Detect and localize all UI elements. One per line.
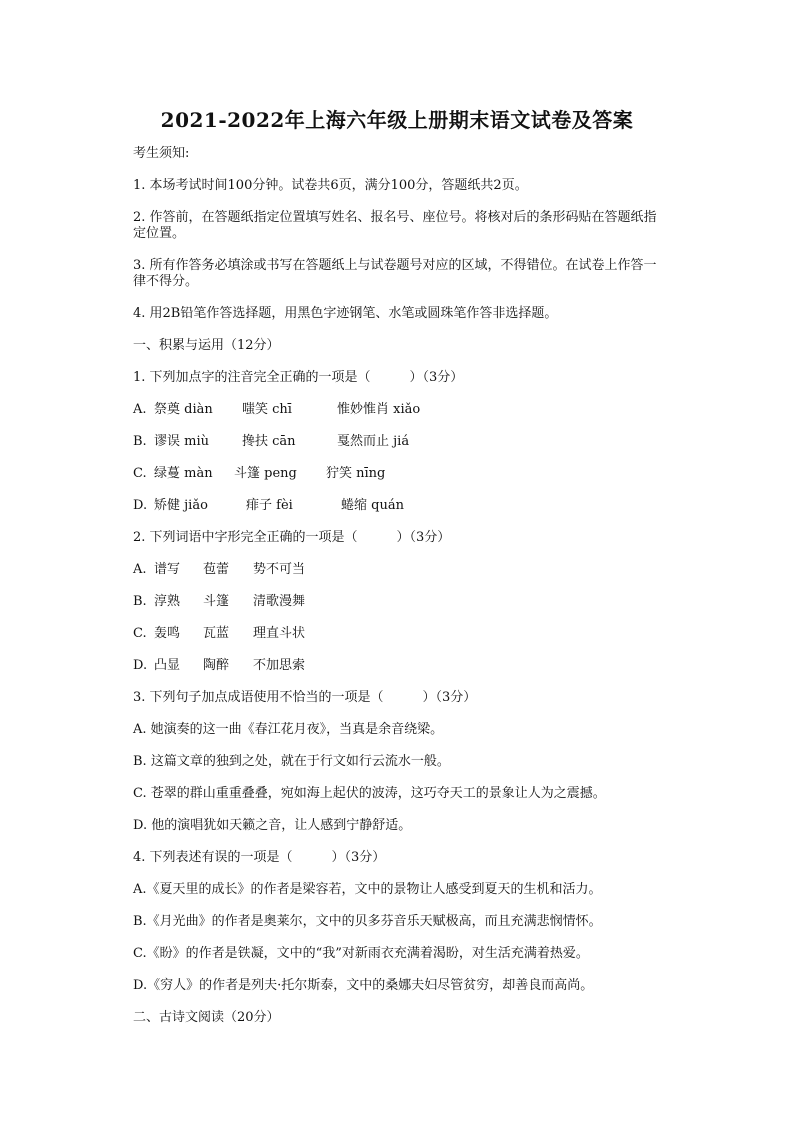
option-row: A.《夏天里的成长》的作者是梁容若，文中的景物让人感受到夏天的生机和活力。 <box>133 882 602 897</box>
option-item: 矫健 jiǎo <box>154 498 208 513</box>
option-row <box>133 498 668 514</box>
option-item: 凸显 <box>154 658 181 673</box>
option-item: 狞笑 nīng <box>326 466 386 481</box>
option-label: D. <box>133 658 148 673</box>
question-stem: 3. 下列句子加点成语使用不恰当的一项是（ ）（3分） <box>133 690 477 705</box>
option-item: 谬误 miù <box>154 434 209 449</box>
option-row: D.《穷人》的作者是列夫·托尔斯泰，文中的桑娜夫妇尽管贫穷，却善良而高尚。 <box>133 978 594 993</box>
option-item: 斗篷 <box>203 594 230 609</box>
option-item: 斗篷 peng <box>234 466 297 481</box>
option-item: 淳熟 <box>154 594 181 609</box>
option-item: 惟妙惟肖 xiǎo <box>337 402 421 417</box>
option-label: C. <box>133 626 147 641</box>
option-row: C. 苍翠的群山重重叠叠，宛如海上起伏的波涛，这巧夺天工的景象让人为之震撼。 <box>133 786 606 801</box>
question-stem: 4. 下列表述有误的一项是（ ）（3分） <box>133 850 386 865</box>
question-stem: 2. 下列词语中字形完全正确的一项是（ ）（3分） <box>133 530 451 545</box>
option-item: 理直斗状 <box>253 626 306 641</box>
option-row: B.《月光曲》的作者是奥莱尔，文中的贝多芬音乐天赋极高，而且充满悲悯情怀。 <box>133 914 602 929</box>
option-label: A. <box>133 562 147 577</box>
option-item: 嗤笑 chī <box>242 402 292 417</box>
option-row <box>133 658 668 674</box>
question-stem: 1. 下列加点字的注音完全正确的一项是（ ）（3分） <box>133 370 464 385</box>
option-row <box>133 562 668 578</box>
option-item: 蜷缩 quán <box>341 498 404 513</box>
section-heading: 二、古诗文阅读（20分） <box>133 1010 280 1025</box>
option-item: 不加思索 <box>253 658 306 673</box>
option-item: 瓦蓝 <box>203 626 230 641</box>
option-label: B. <box>133 594 147 609</box>
option-item: 戛然而止 jiá <box>337 434 410 449</box>
option-item: 搀扶 cān <box>242 434 296 449</box>
option-label: C. <box>133 466 147 481</box>
option-row: D. 他的演唱犹如天籁之音，让人感到宁静舒适。 <box>133 818 412 833</box>
option-row <box>133 626 668 642</box>
option-item: 苞蕾 <box>203 562 230 577</box>
option-item: 绿蔓 màn <box>154 466 213 481</box>
option-item: 痱子 fèi <box>246 498 293 513</box>
option-label: D. <box>133 498 148 513</box>
notice-heading: 考生须知: <box>133 146 190 161</box>
page-title: 2021-2022年上海六年级上册期末语文试卷及答案 <box>160 108 634 132</box>
section-heading: 一、积累与运用（12分） <box>133 338 280 353</box>
option-item: 势不可当 <box>253 562 306 577</box>
option-row: C.《盼》的作者是铁凝，文中的“我”对新雨衣充满着渴盼，对生活充满着热爱。 <box>133 946 589 961</box>
notice-item: 1. 本场考试时间100分钟。试卷共6页，满分100分，答题纸共2页。 <box>133 178 528 193</box>
option-item: 轰鸣 <box>154 626 181 641</box>
option-row <box>133 594 668 610</box>
option-item: 祭奠 diàn <box>154 402 213 417</box>
option-item: 陶醉 <box>203 658 230 673</box>
option-label: B. <box>133 434 147 449</box>
notice-item: 4. 用2B铅笔作答选择题，用黑色字迹钢笔、水笔或圆珠笔作答非选择题。 <box>133 306 558 321</box>
option-row <box>133 466 668 482</box>
option-row: A. 她演奏的这一曲《春江花月夜》，当真是余音绕梁。 <box>133 722 444 737</box>
option-item: 清歌漫舞 <box>253 594 306 609</box>
option-item: 谱写 <box>154 562 181 577</box>
option-label: A. <box>133 402 147 417</box>
notice-item: 2. 作答前，在答题纸指定位置填写姓名、报名号、座位号。将核对后的条形码贴在答题纸指定位置。 <box>133 210 657 241</box>
option-row: B. 这篇文章的独到之处，就在于行文如行云流水一般。 <box>133 754 450 769</box>
option-row <box>133 434 668 450</box>
notice-item: 3. 所有作答务必填涂或书写在答题纸上与试卷题号对应的区域，不得错位。在试卷上作答一律不得分。 <box>133 258 657 289</box>
option-row <box>133 402 668 418</box>
